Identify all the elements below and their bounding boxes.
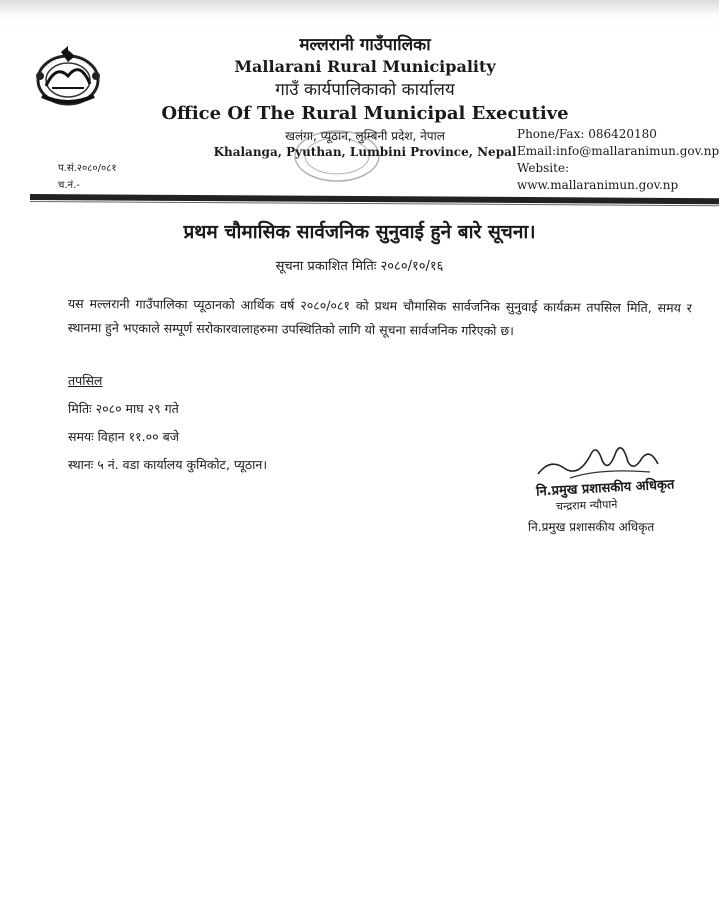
office-seal-icon <box>292 128 382 184</box>
published-date: सूचना प्रकाशित मितिः २०८०/१०/१६ <box>275 259 444 274</box>
website-label: Website: <box>517 161 570 175</box>
letter-number: प.सं.२०८०/०८१ <box>58 163 117 174</box>
notice-body: यस मल्लरानी गाउँपालिका प्यूठानको आर्थिक वर्ष २०८०/०८१ को प्रथम चौमासिक सार्वजनिक सुनुवाई कार्यक्रम तपसिल मिति, समय र स्थानमा हुने भएकाले सम्पूर्ण सरोकारवालाहरुमा उपस्थितिको लागि यो सूचना सार्वजनिक गरिएको छ। <box>67 295 692 339</box>
signature-stamp-title: नि.प्रमुख प्रशासकीय अधिकृत <box>535 477 675 500</box>
phone-fax: Phone/Fax: 086420180 <box>517 127 657 141</box>
office-name-np: गाउँ कार्यपालिकाको कार्यालय <box>275 80 455 100</box>
address-np: खलंगा, प्यूठान, लुम्बिनी प्रदेश, नेपाल <box>285 129 445 143</box>
notice-title: प्रथम चौमासिक सार्वजनिक सुनुवाई हुने बारे सूचना। <box>183 221 536 243</box>
event-date: मितिः २०८० माघ २९ गते <box>68 401 179 416</box>
municipality-name-np: मल्लरानी गाउँपालिका <box>299 35 431 55</box>
municipality-name-en: Mallarani Rural Municipality <box>234 57 496 76</box>
website-url: www.mallaranimun.gov.np <box>517 178 679 192</box>
contact-block <box>517 126 719 194</box>
signatory-title: नि.प्रमुख प्रशासकीय अधिकृत <box>528 520 655 534</box>
event-place: स्थानः ५ नं. वडा कार्यालय कुमिकोट, प्यूठान। <box>68 457 268 472</box>
reference-numbers <box>58 160 117 194</box>
nepal-emblem-icon <box>28 46 108 110</box>
scan-shadow <box>0 0 719 14</box>
signatory-name: चन्द्रराम न्यौपाने <box>555 497 618 514</box>
address-en: Khalanga, Pyuthan, Lumbini Province, Nepal <box>213 145 517 159</box>
details-heading: तपसिल <box>68 373 103 388</box>
event-time: समयः विहान ११.०० बजे <box>68 429 180 444</box>
office-name-en: Office Of The Rural Municipal Executive <box>161 103 569 124</box>
dispatch-number: च.नं.- <box>58 180 80 191</box>
email: Email:info@mallaranimun.gov.np <box>517 144 719 158</box>
